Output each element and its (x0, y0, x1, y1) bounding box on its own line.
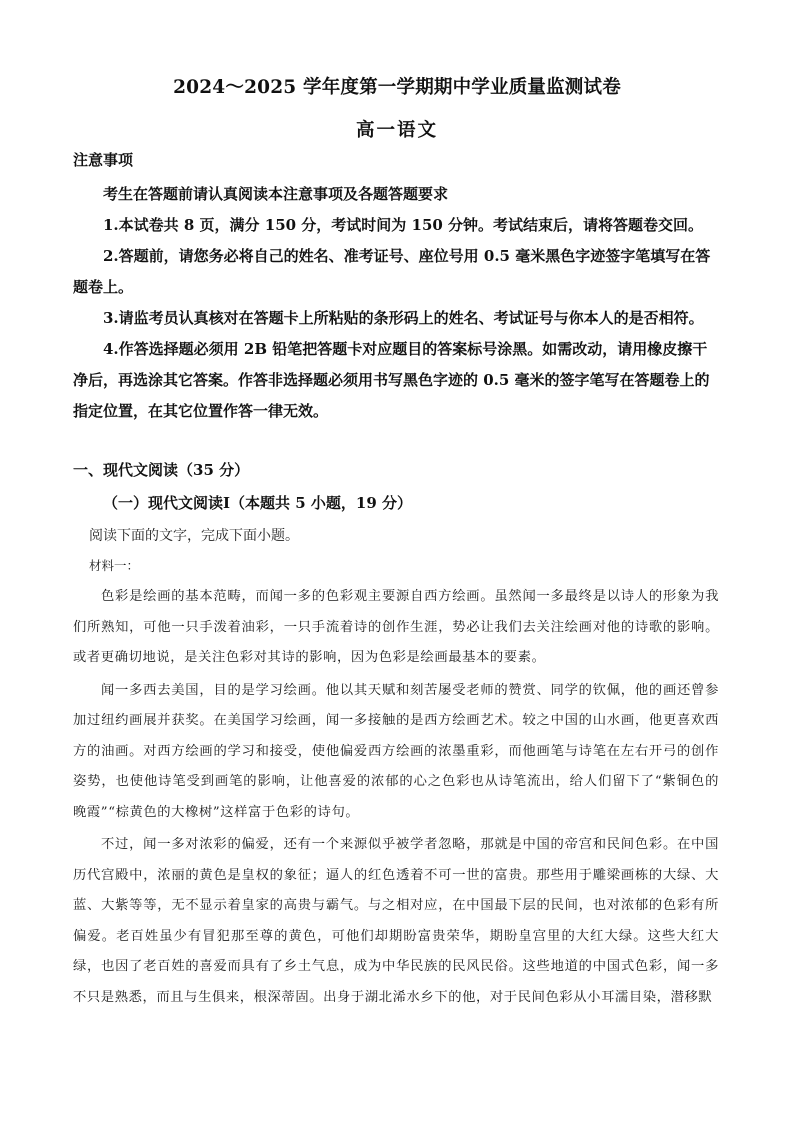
notice-item: 1.本试卷共 8 页，满分 150 分，考试时间为 150 分钟。考试结束后，请将答题卷交回。 (103, 216, 704, 234)
notice-item: 3.请监考员认真核对在答题卡上所粘贴的条形码上的姓名、考试证号与你本人的是否相符。 (103, 309, 704, 327)
material-body (73, 582, 719, 1015)
exam-subject: 高一语文 (355, 120, 438, 141)
material-label: 材料一： (89, 558, 140, 573)
subsection-heading: （一）现代文阅读Ⅰ（本题共 5 小题，19 分） (103, 494, 412, 512)
section-heading: 一、现代文阅读（35 分） (73, 461, 250, 479)
notice-item: 2.答题前，请您务必将自己的姓名、准考证号、座位号用 0.5 毫米黑色字迹签字笔填写在答题卷上。 (73, 247, 711, 296)
paragraph: 色彩是绘画的基本范畴，而闻一多的色彩观主要源自西方绘画。虽然闻一多最终是以诗人的形象为我们所熟知，可他一只手泼着油彩，一只手流着诗的创作生涯，势必让我们去关注绘画对他的诗歌的影响。或者更确切地说，是关注色彩对其诗的影响，因为色彩是绘画最基本的要素。 (73, 589, 719, 665)
notice-list (73, 179, 721, 427)
notice-item: 考生在答题前请认真阅读本注意事项及各题答题要求 (103, 185, 449, 203)
paragraph: 闻一多西去美国，目的是学习绘画。他以其天赋和刻苦屡受老师的赞赏、同学的钦佩，他的画还曾参加过纽约画展并获奖。在美国学习绘画，闻一多接触的是西方绘画艺术。较之中国的山水画，他更喜欢西方的油画。对西方绘画的学习和接受，使他偏爱西方绘画的浓墨重彩，而他画笔与诗笔在左右开弓的创作姿势，也使他诗笔受到画笔的影响，让他喜爱的浓郁的心之色彩也从诗笔流出，给人们留下了“紫铜色的晚霞”“棕黄色的大橡树”这样富于色彩的诗句。 (73, 682, 719, 820)
notice-heading: 注意事项 (73, 151, 134, 169)
notice-item: 4.作答选择题必须用 2B 铅笔把答题卡对应题目的答案标号涂黑。如需改动，请用橡皮擦干净后，再选涂其它答案。作答非选择题必须用书写黑色字迹的 0.5 毫米的签字笔写在答题卷上的指定位置，在其它位置作答一律无效。 (73, 340, 710, 420)
reading-instruction: 阅读下面的文字，完成下面小题。 (89, 528, 299, 544)
exam-title: 2024～2025 学年度第一学期期中学业质量监测试卷 (173, 77, 621, 98)
paragraph: 不过，闻一多对浓彩的偏爱，还有一个来源似乎被学者忽略，那就是中国的帝宫和民间色彩。在中国历代宫殿中，浓丽的黄色是皇权的象征；逼人的红色透着不可一世的富贵。那些用于雕梁画栋的大绿、大蓝、大紫等等，无不显示着皇家的高贵与霸气。与之相对应，在中国最下层的民间，也对浓郁的色彩有所偏爱。老百姓虽少有冒犯那至尊的黄色，可他们却期盼富贵荣华，期盼皇宫里的大红大绿。这些大红大绿，也因了老百姓的喜爱而具有了乡土气息，成为中华民族的民风民俗。这些地道的中国式色彩，闻一多不只是熟悉，而且与生俱来，根深蒂固。出身于湖北浠水乡下的他，对于民间色彩从小耳濡目染，潜移默 (73, 837, 719, 1005)
